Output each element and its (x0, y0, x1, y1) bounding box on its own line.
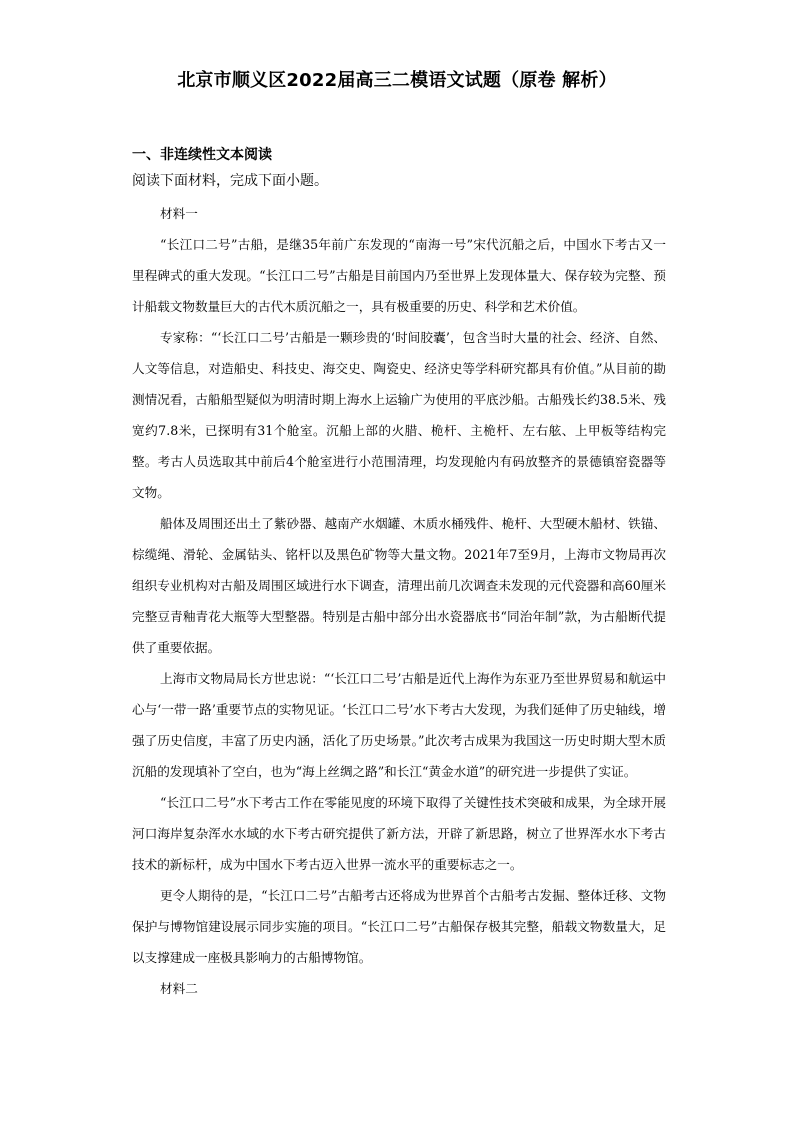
material-two-label: 材料二 (160, 981, 198, 996)
passage-paragraph: “长江口二号”古船，是继35年前广东发现的“南海一号”宋代沉船之后，中国水下考古又一里程碑式的重大发现。“长江口二号”古船是目前国内乃至世界上发现体量大、保存较为完整、预计船载文物数量巨大的古代木质沉船之一，具有极重要的历史、科学和艺术价值。 (132, 237, 666, 314)
passage-body (132, 198, 666, 1004)
passage-paragraph: 船体及周围还出土了紫砂器、越南产水烟罐、木质水桶残件、桅杆、大型硬木船材、铁锚、棕缆绳、滑轮、金属钻头、铭杆以及黑色矿物等大量文物。2021年7至9月，上海市文物局再次组织专业机构对古船及周围区域进行水下调查，清理出前几次调查未发现的元代瓷器和高60厘米完整豆青釉青花大瓶等大型整器。特别是古船中部分出水瓷器底书“同治年制”款，为古船断代提供了重要依据。 (132, 516, 666, 655)
material-one-label: 材料一 (160, 206, 198, 221)
passage-paragraph: 更令人期待的是，“长江口二号”古船考古还将成为世界首个古船考古发掘、整体迁移、文物保护与博物馆建设展示同步实施的项目。“长江口二号”古船保存极其完整，船载文物数量大，足以支撑建成一座极具影响力的古船博物馆。 (132, 888, 666, 965)
document-title: 北京市顺义区2022届高三二模语文试题（原卷 解析） (177, 70, 617, 91)
passage-paragraph: 上海市文物局局长方世忠说：“‘长江口二号’古船是近代上海作为东亚乃至世界贸易和航运中心与‘一带一路’重要节点的实物见证。‘长江口二号’水下考古大发现，为我们延伸了历史轴线，增强了历史信度，丰富了历史内涵，活化了历史场景。”此次考古成果为我国这一历史时期大型木质沉船的发现填补了空白，也为“海上丝绸之路”和长江“黄金水道”的研究进一步提供了实证。 (132, 671, 666, 779)
reading-instruction: 阅读下面材料，完成下面小题。 (132, 173, 328, 189)
section-heading: 一、非连续性文本阅读 (132, 147, 272, 163)
passage-paragraph: “长江口二号”水下考古工作在零能见度的环境下取得了关键性技术突破和成果，为全球开展河口海岸复杂浑水水域的水下考古研究提供了新方法，开辟了新思路，树立了世界浑水水下考古技术的新标杆，成为中国水下考古迈入世界一流水平的重要标志之一。 (132, 795, 666, 872)
passage-paragraph: 专家称：“‘长江口二号’古船是一颗珍贵的‘时间胶囊’，包含当时大量的社会、经济、自然、人文等信息，对造船史、科技史、海交史、陶瓷史、经济史等学科研究都具有价值。”从目前的勘测情况看，古船船型疑似为明清时期上海水上运输广为使用的平底沙船。古船残长约38.5米、残宽约7.8米，已探明有31个舱室。沉船上部的火腊、桅杆、主桅杆、左右舷、上甲板等结构完整。考古人员选取其中前后4个舱室进行小范围清理，均发现舱内有码放整齐的景德镇窑瓷器等文物。 (132, 330, 666, 500)
